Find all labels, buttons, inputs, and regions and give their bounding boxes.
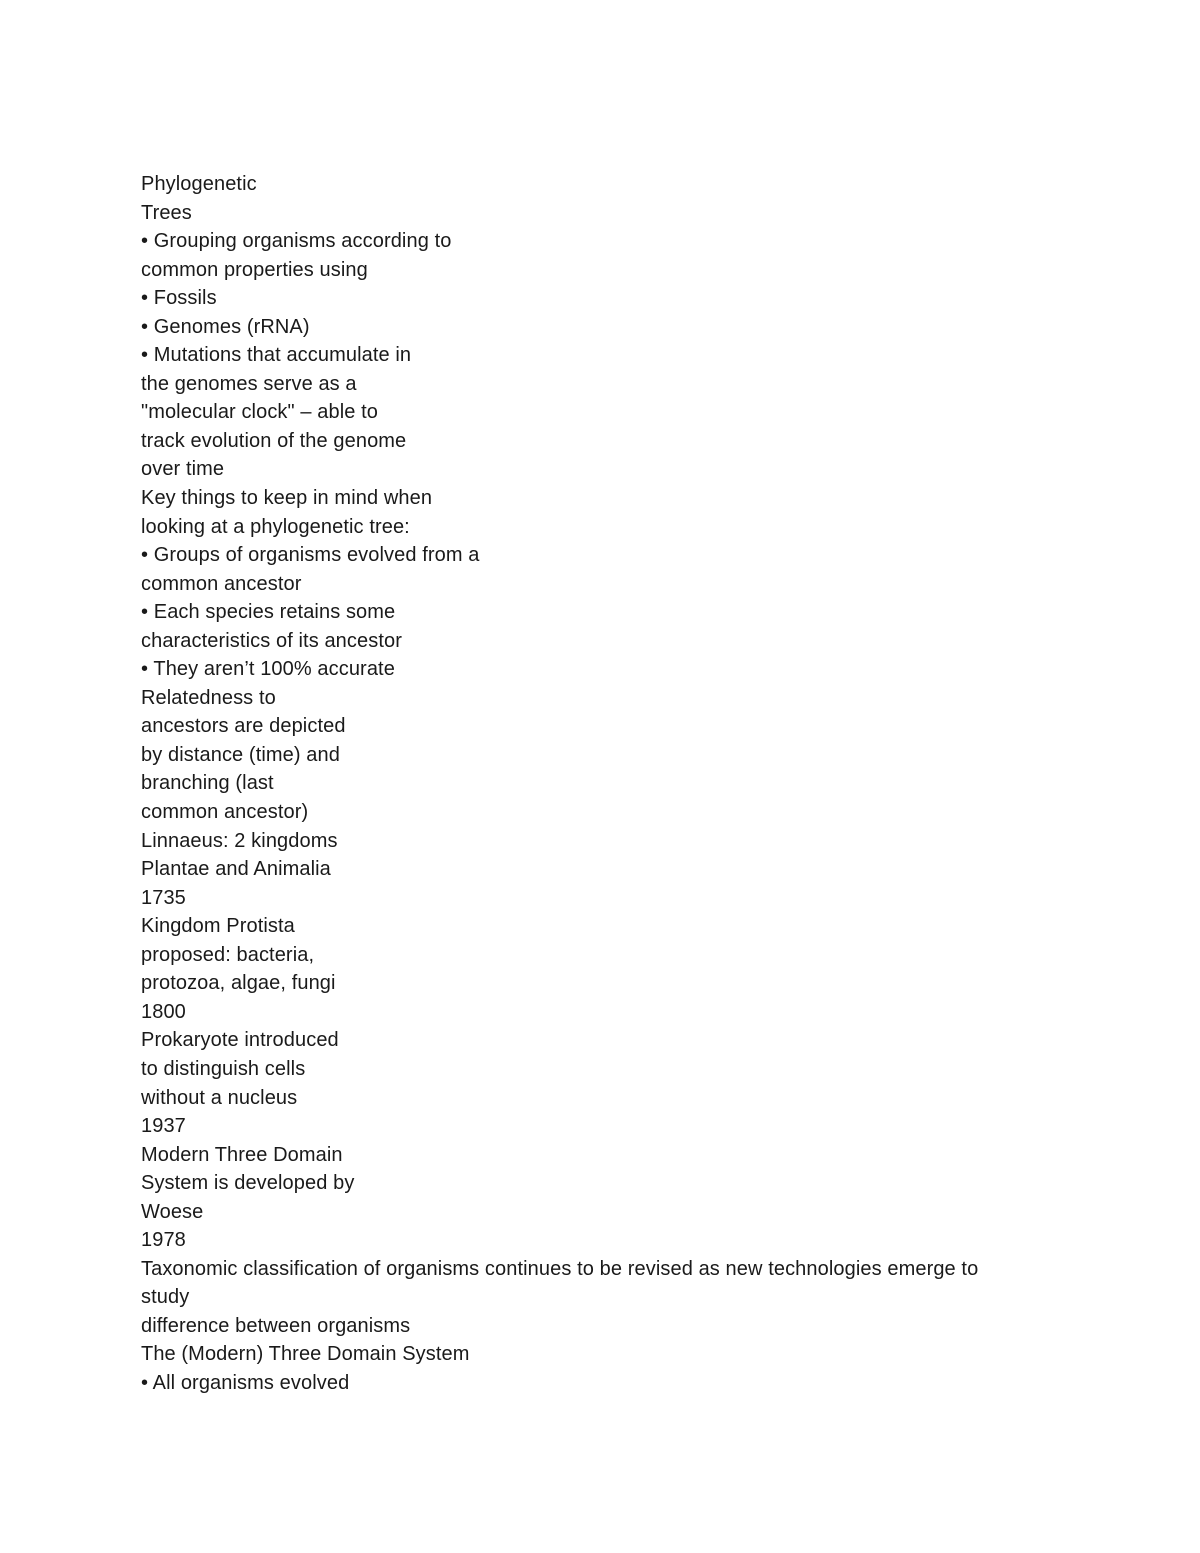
- text-line: ancestors are depicted: [141, 715, 346, 738]
- text-line: Woese: [141, 1200, 204, 1223]
- text-line: The (Modern) Three Domain System: [141, 1343, 470, 1366]
- text-line: Prokaryote introduced: [141, 1029, 339, 1052]
- text-line: without a nucleus: [141, 1086, 298, 1109]
- text-line: Linnaeus: 2 kingdoms: [141, 829, 338, 852]
- text-line: 1800: [141, 1000, 186, 1023]
- text-line: to distinguish cells: [141, 1057, 306, 1080]
- text-line: common ancestor: [141, 572, 302, 595]
- text-line: common properties using: [141, 258, 368, 281]
- text-line: • They aren’t 100% accurate: [141, 658, 395, 681]
- text-line: over time: [141, 458, 225, 481]
- text-line: • Genomes (rRNA): [141, 315, 310, 338]
- text-line: the genomes serve as a: [141, 372, 357, 395]
- text-line: • Grouping organisms according to: [141, 230, 452, 253]
- text-line: study: [141, 1286, 190, 1309]
- text-line: System is developed by: [141, 1172, 355, 1195]
- text-line: Trees: [141, 201, 192, 224]
- text-line: • Groups of organisms evolved from a: [141, 544, 480, 567]
- text-line: proposed: bacteria,: [141, 943, 315, 966]
- text-line: 1978: [141, 1229, 186, 1252]
- text-line: • Fossils: [141, 287, 217, 310]
- text-line: looking at a phylogenetic tree:: [141, 515, 410, 538]
- text-line: Key things to keep in mind when: [141, 487, 433, 510]
- text-line: characteristics of its ancestor: [141, 629, 402, 652]
- text-line: 1735: [141, 886, 186, 909]
- text-line: Kingdom Protista: [141, 915, 295, 938]
- text-line: • Mutations that accumulate in: [141, 344, 412, 367]
- text-line: by distance (time) and: [141, 743, 340, 766]
- text-line: Modern Three Domain: [141, 1143, 343, 1166]
- text-line: branching (last: [141, 772, 274, 795]
- text-line: Plantae and Animalia: [141, 858, 331, 881]
- text-line: 1937: [141, 1115, 186, 1138]
- document-text: [141, 170, 1101, 1398]
- text-line: "molecular clock" – able to: [141, 401, 379, 424]
- text-line: Taxonomic classification of organisms continues to be revised as new technologies emerge to: [141, 1257, 979, 1280]
- text-line: Phylogenetic: [141, 173, 257, 195]
- text-line: common ancestor): [141, 801, 309, 824]
- text-line: track evolution of the genome: [141, 429, 407, 452]
- text-line: difference between organisms: [141, 1314, 411, 1337]
- text-line: • Each species retains some: [141, 601, 396, 624]
- text-line: • All organisms evolved: [141, 1371, 350, 1394]
- text-line: Relatedness to: [141, 686, 276, 709]
- text-line: protozoa, algae, fungi: [141, 972, 336, 995]
